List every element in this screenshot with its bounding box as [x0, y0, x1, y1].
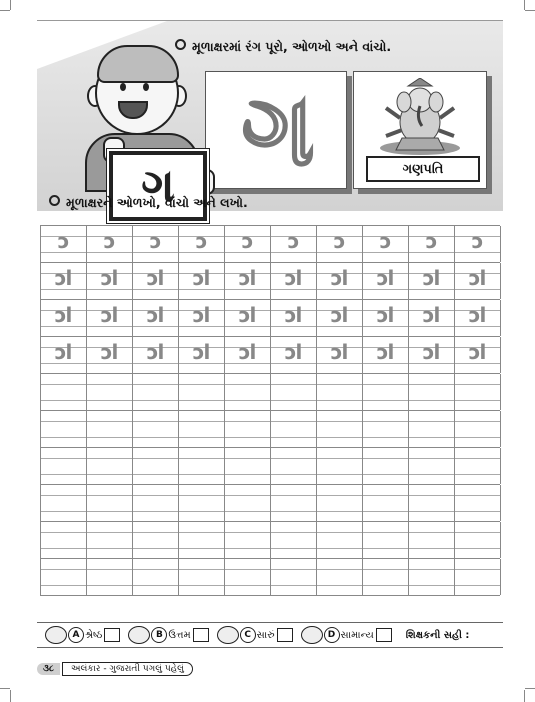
- smiley-icon: [217, 626, 239, 644]
- trace-glyph: ɔl: [54, 303, 72, 327]
- trace-glyph: ɔl: [100, 266, 118, 290]
- page-number: ૩૮: [37, 663, 60, 675]
- trace-glyph: ɔ: [333, 229, 345, 253]
- trace-glyph: ɔl: [468, 340, 486, 364]
- big-letter: ગ: [241, 71, 311, 188]
- picture-card: [353, 71, 487, 189]
- trace-glyph: ɔl: [376, 266, 394, 290]
- trace-glyph: ɔl: [468, 266, 486, 290]
- trace-glyph: ɔl: [100, 340, 118, 364]
- trace-glyph: ɔl: [192, 303, 210, 327]
- instruction-practice: મૂળાક્ષરને ઓળખો, વાંચો અને લખો.: [49, 195, 248, 211]
- grade-c-checkbox[interactable]: [277, 628, 293, 642]
- writing-row: [40, 410, 500, 447]
- trace-glyph: ɔl: [468, 303, 486, 327]
- grade-d: D સામાન્ય: [301, 626, 392, 644]
- teacher-sign: શિક્ષકની સહી :: [405, 629, 470, 641]
- bullet-icon: [49, 195, 60, 206]
- trace-glyph: ɔl: [146, 340, 164, 364]
- writing-grid: [40, 225, 500, 596]
- trace-glyph: ɔl: [376, 303, 394, 327]
- boy-illustration: [75, 41, 215, 212]
- grade-d-checkbox[interactable]: [376, 628, 392, 642]
- trace-glyph: ɔl: [238, 340, 256, 364]
- trace-glyph: ɔl: [330, 340, 348, 364]
- board-letter: ગ: [109, 151, 207, 221]
- trace-glyph: ɔ: [57, 229, 69, 253]
- trace-glyph: ɔl: [284, 266, 302, 290]
- header-panel: [37, 20, 503, 211]
- trace-glyph: ɔl: [100, 303, 118, 327]
- instruction-top: મૂળાક્ષરમાં રંગ પૂરો, ઓળખો અને વાંચો.: [175, 39, 391, 55]
- trace-glyph: ɔ: [195, 229, 207, 253]
- trace-glyph: ɔl: [146, 266, 164, 290]
- trace-glyph: ɔl: [54, 340, 72, 364]
- writing-row: [40, 373, 500, 410]
- trace-glyph: ɔl: [376, 340, 394, 364]
- page-footer: [37, 660, 237, 678]
- trace-glyph: ɔl: [192, 266, 210, 290]
- writing-row: [40, 484, 500, 521]
- trace-glyph: ɔl: [330, 266, 348, 290]
- smiley-icon: [301, 626, 323, 644]
- grade-bar: [37, 622, 503, 648]
- letter-card: [205, 71, 347, 189]
- book-title: અલંકાર - ગુજરાતી પગલું પહેલું: [62, 662, 193, 676]
- trace-glyph: ɔl: [330, 303, 348, 327]
- writing-row: [40, 299, 500, 336]
- writing-row: [40, 558, 500, 595]
- trace-glyph: ɔ: [287, 229, 299, 253]
- trace-glyph: ɔl: [422, 303, 440, 327]
- trace-glyph: ɔl: [238, 266, 256, 290]
- smiley-icon: [128, 626, 150, 644]
- trace-glyph: ɔ: [241, 229, 253, 253]
- grade-a: A શ્રેષ્ઠ: [45, 626, 120, 644]
- worksheet-page: [37, 20, 503, 674]
- trace-glyph: ɔ: [149, 229, 161, 253]
- trace-glyph: ɔl: [146, 303, 164, 327]
- grade-b: B ઉત્તમ: [128, 626, 208, 644]
- writing-row: [40, 447, 500, 484]
- writing-row: [40, 262, 500, 299]
- trace-glyph: ɔl: [284, 340, 302, 364]
- trace-glyph: ɔl: [238, 303, 256, 327]
- picture-label: ગણપતિ: [366, 156, 480, 182]
- writing-row: [40, 225, 500, 262]
- smiley-icon: [45, 626, 67, 644]
- grade-a-checkbox[interactable]: [104, 628, 120, 642]
- trace-glyph: ɔl: [284, 303, 302, 327]
- grade-b-checkbox[interactable]: [193, 628, 209, 642]
- trace-glyph: ɔl: [422, 266, 440, 290]
- trace-glyph: ɔ: [471, 229, 483, 253]
- trace-glyph: ɔ: [103, 229, 115, 253]
- writing-row: [40, 521, 500, 558]
- trace-glyph: ɔl: [54, 266, 72, 290]
- writing-row: [40, 336, 500, 373]
- grade-c: C સારું: [217, 626, 293, 644]
- trace-glyph: ɔ: [379, 229, 391, 253]
- trace-glyph: ɔl: [192, 340, 210, 364]
- trace-glyph: ɔl: [422, 340, 440, 364]
- ganesha-image: [372, 78, 468, 156]
- trace-glyph: ɔ: [425, 229, 437, 253]
